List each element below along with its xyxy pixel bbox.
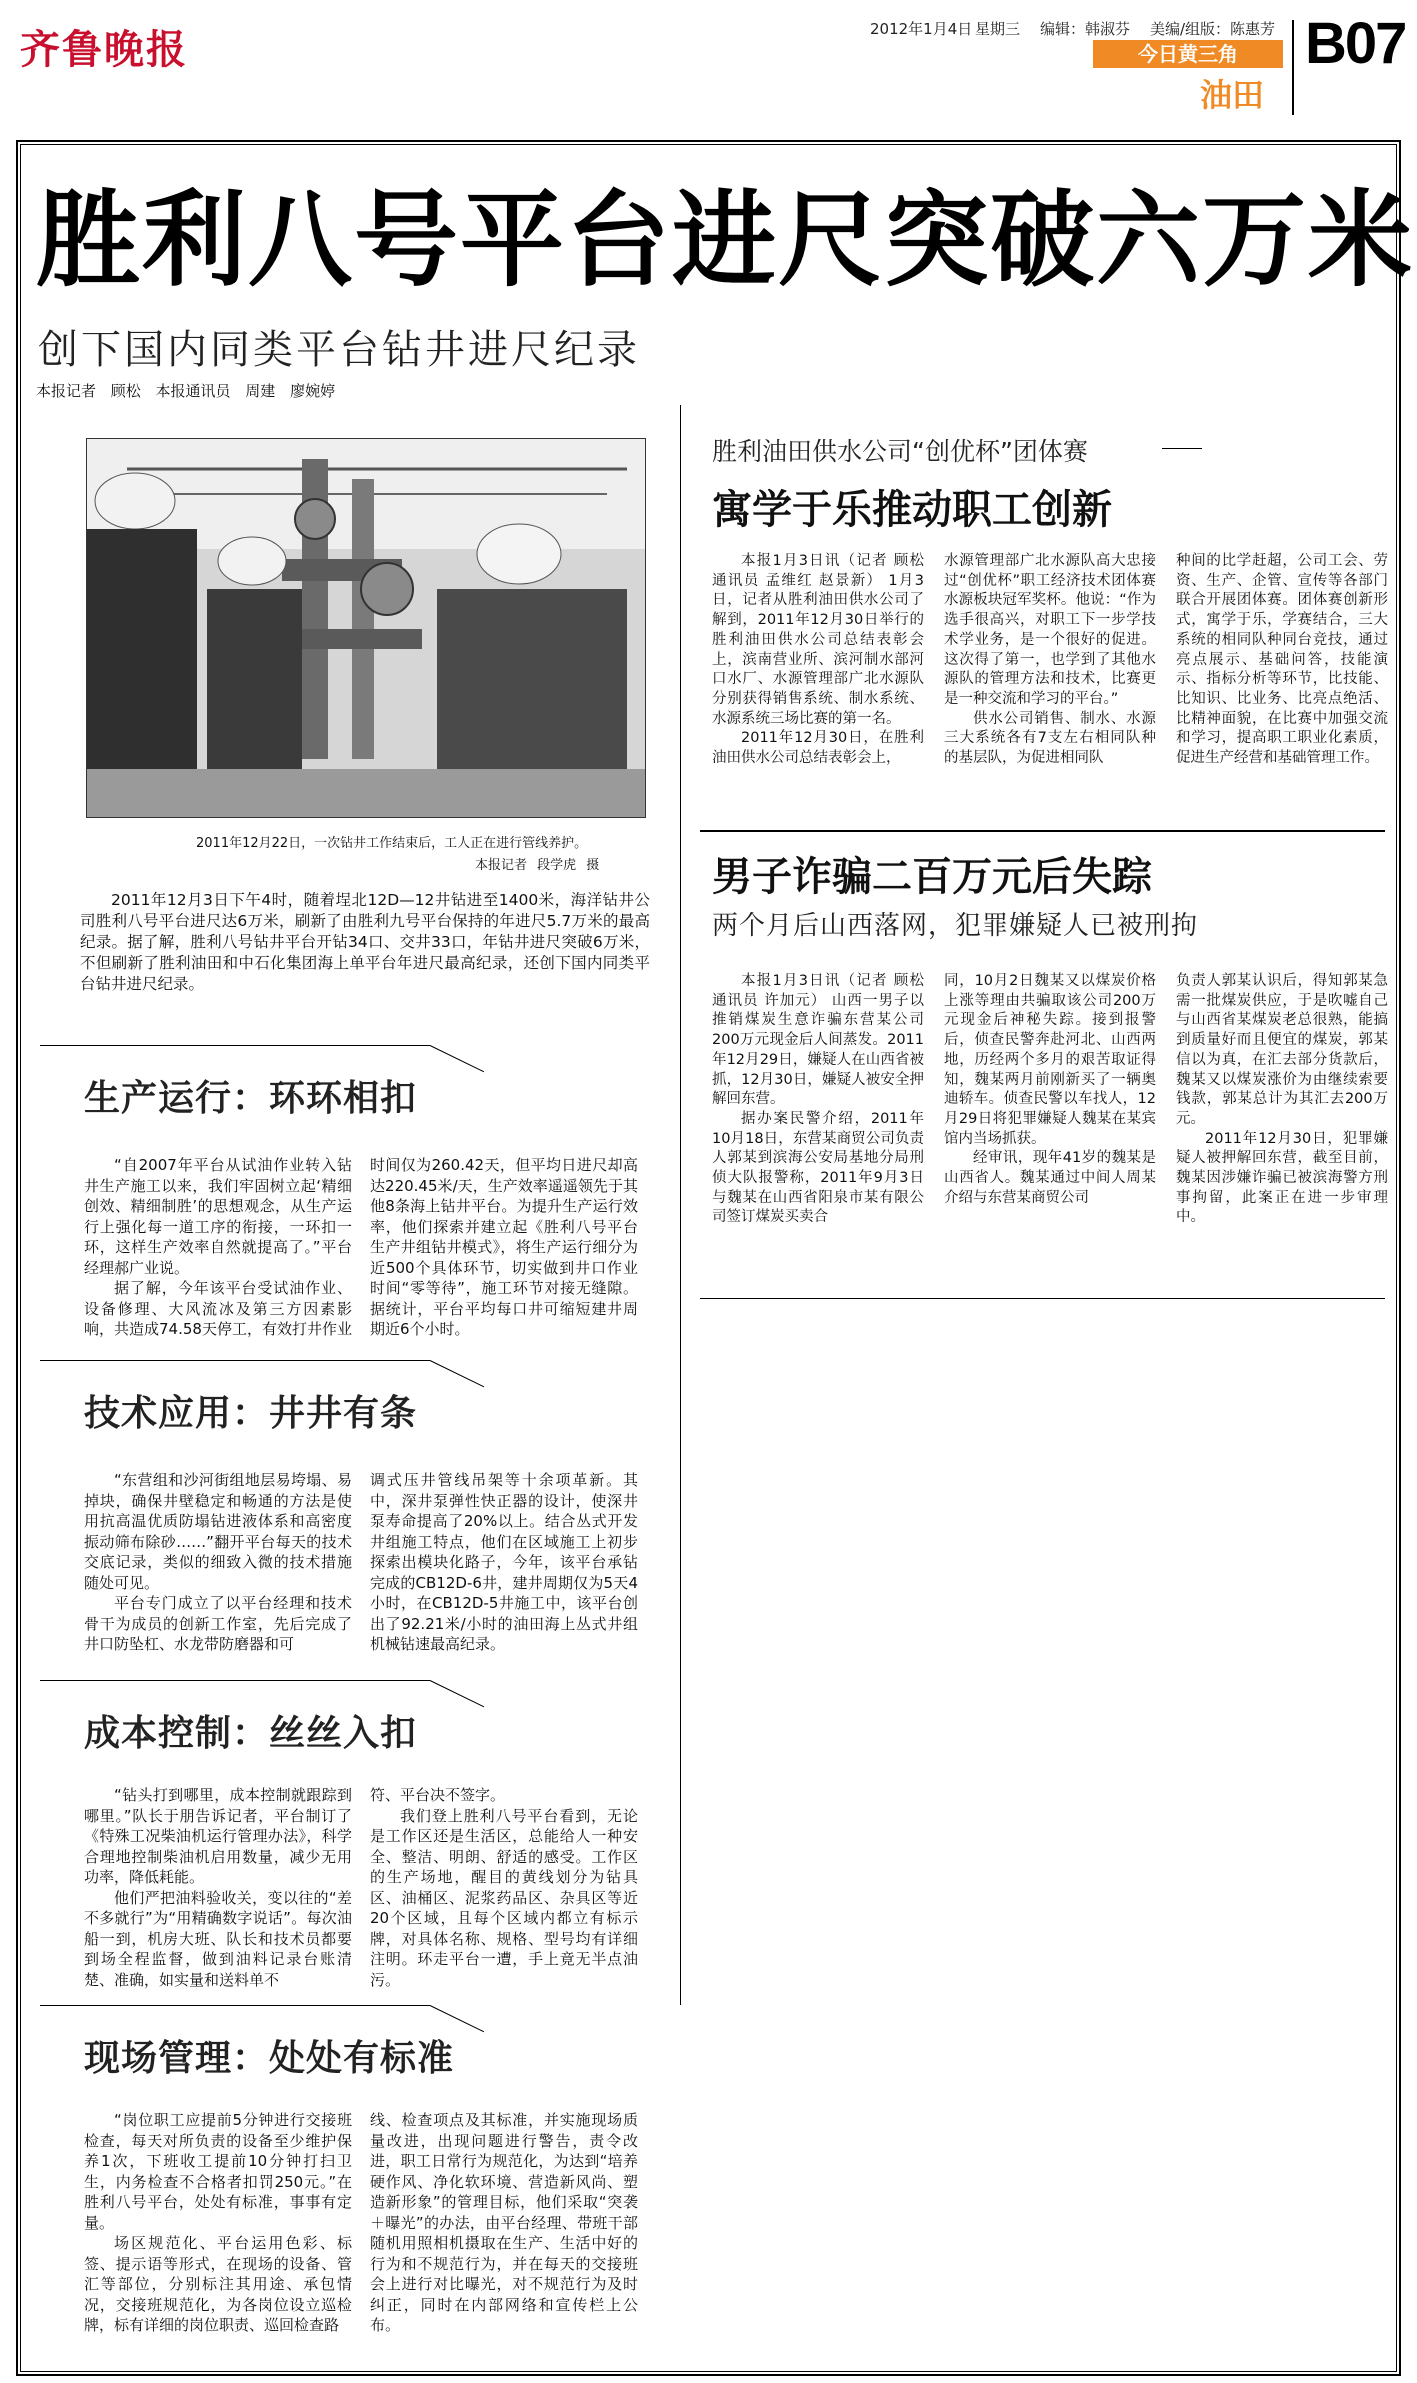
- paragraph: 据了解，今年该平台受试油作业、设备修理、大风流冰及第三方因素影响，共造成74.58天停工，有效打井作业: [84, 1279, 352, 1338]
- news-photo: [86, 438, 646, 818]
- paragraph: 种间的比学赶超，公司工会、劳资、生产、企管、宣传等各部门联合开展团体赛。团体赛创新形式，寓学于乐，学赛结合，三大系统的相同队种同台竞技，通过亮点展示、基础问答，技能演示、指标分析等环节，比技能、比知识、比业务、比亮点绝活、比精神面貌，在比赛中加强交流和学习，提高职工职业化素质，促进生产经营和基础管理工作。: [1176, 553, 1388, 767]
- designer-credit: 美编/组版：陈惠芳: [1150, 20, 1276, 38]
- section-production-col1: [84, 1155, 352, 1340]
- photo-credit: 本报记者 段学虎 摄: [475, 858, 600, 873]
- paragraph: 时间仅为260.42天，但平均日进尺却高达220.45米/天，生产效率遥遥领先于其他8条海上钻井平台。为提升生产运行效率，他们探索并建立起《胜利八号平台生产井组钻井模式》，将生产运行细分为近500个具体环节，切实做到井口作业时间“零等待”，施工环节对接无缝隙。据统计，平台平均每口井可缩短建井周期近6个小时。: [370, 1156, 638, 1338]
- section-rule: [40, 1045, 430, 1046]
- story2-col3: [1176, 552, 1388, 769]
- paragraph: 负责人郭某认识后，得知郭某急需一批煤炭供应，于是吹嘘自己与山西省某煤炭老总很熟，能搞到质量好而且便宜的煤炭，郭某信以为真，在汇去部分货款后，魏某又以煤炭涨价为由继续索要钱款，郭某总计为其汇去200万元。: [1176, 973, 1388, 1127]
- section-title-cost: 成本控制：丝丝入扣: [84, 1713, 418, 1754]
- story-bottom-rule: [700, 1298, 1385, 1299]
- section-cost-col2: [370, 1785, 638, 1990]
- main-byline: 本报记者 顾松 本报通讯员 周建 廖婉婷: [36, 382, 336, 400]
- story-separator: [700, 830, 1385, 832]
- page-number: B07: [1305, 11, 1406, 76]
- paragraph: “东营组和沙河街组地层易垮塌、易掉块，确保井壁稳定和畅通的方法是使用抗高温优质防塌钻进液体系和高密度振动筛布除砂……”翻开平台每天的技术交底记录，类似的细致入微的技术措施随处可见。: [84, 1471, 352, 1592]
- issue-date: 2012年1月4日: [870, 20, 973, 38]
- story2-col2: [944, 552, 1156, 769]
- paragraph: 同，10月2日魏某又以煤炭价格上涨等理由共骗取该公司200万元现金后神秘失踪。接到报警后，侦查民警奔赴河北、山西两地，历经两个多月的艰苦取证得知，魏某两月前刚新买了一辆奥迪轿车。侦查民警以车找人，12月29日将犯罪嫌疑人魏某在某宾馆内当场抓获。: [944, 973, 1156, 1147]
- paragraph: 本报1月3日讯（记者 顾松 通讯员 许加元） 山西一男子以推销煤炭生意诈骗东营某公司200万元现金后人间蒸发。2011年12月29日，嫌疑人在山西省被抓，12月30日，嫌疑人被安全押解回东营。: [712, 973, 924, 1108]
- masthead-divider: [1292, 20, 1294, 115]
- story3-col1: [712, 972, 924, 1228]
- editor-credit: 编辑：韩淑芬: [1040, 20, 1131, 38]
- column-divider: [680, 405, 681, 2005]
- main-lead-paragraph: 2011年12月3日下午4时，随着埕北12D—12井钻进至1400米，海洋钻井公司胜利八号平台进尺达6万米，刷新了由胜利九号平台保持的年进尺5.7万米的最高纪录。据了解，胜利八号钻井平台开钻34口、交井33口，年钻井进尺突破6万米，不但刷新了胜利油田和中石化集团海上单平台年进尺最高纪录，还创下国内同类平台钻井进尺纪录。: [80, 891, 650, 993]
- main-headline: 胜利八号平台进尺突破六万米: [36, 179, 1415, 301]
- pillar-label: 今日黄三角: [1093, 40, 1283, 68]
- story3-subheadline: 两个月后山西落网，犯罪嫌疑人已被刑拘: [712, 911, 1199, 941]
- paragraph: 2011年12月30日，在胜利油田供水公司总结表彰会上，: [712, 730, 924, 767]
- section-rule: [40, 2005, 430, 2006]
- section-management-col1: [84, 2110, 352, 2336]
- story3-col2: [944, 972, 1156, 1208]
- paragraph: 经审讯，现年41岁的魏某是山西省人。魏某通过中间人周某介绍与东营某商贸公司: [944, 1150, 1156, 1206]
- paragraph: 他们严把油料验收关，变以往的“差不多就行”为“用精确数字说话”。每次油船一到，机房大班、队长和技术员都要到场全程监督，做到油料记录台账清楚、准确，如实量和送料单不: [84, 1888, 352, 1989]
- paragraph: 2011年12月30日，犯罪嫌疑人被押解回东营，截至目前，魏某因涉嫌诈骗已被滨海警方刑事拘留，此案正在进一步审理中。: [1176, 1130, 1388, 1226]
- section-title-production: 生产运行：环环相扣: [84, 1078, 418, 1119]
- section-label: 油田: [1200, 76, 1265, 114]
- paragraph: 本报1月3日讯（记者 顾松 通讯员 孟维红 赵景新） 1月3日，记者从胜利油田供水公司了解到，2011年12月30日举行的胜利油田供水公司总结表彰会上，滨南营业所、滨河制水部河口水厂、水源管理部广北水源队分别获得销售系统、制水系统、水源系统三场比赛的第一名。: [712, 553, 924, 727]
- issue-weekday: 星期三: [975, 20, 1021, 38]
- workers-photo-illustration: [87, 439, 646, 818]
- section-title-technology: 技术应用：井井有条: [84, 1393, 418, 1434]
- paragraph: “岗位职工应提前5分钟进行交接班检查，每天对所负责的设备至少维护保养1次，下班收工提前10分钟打扫卫生，内务检查不合格者扣罚250元。”在胜利八号平台，处处有标准，事事有定量。: [84, 2111, 352, 2232]
- paragraph: 我们登上胜利八号平台看到，无论是工作区还是生活区，总能给人一种安全、整洁、明朗、舒适的感受。工作区的生产场地，醒目的黄线划分为钻具区、油桶区、泥浆药品区、杂具区等近20个区域，且每个区域内都立有标示牌，对具体名称、规格、型号均有详细注明。环走平台一遭，手上竟无半点油污。: [370, 1806, 638, 1989]
- story3-headline: 男子诈骗二百万元后失踪: [712, 854, 1152, 900]
- section-production-col2: [370, 1155, 638, 1340]
- section-rule: [40, 1680, 430, 1681]
- paragraph: 供水公司销售、制水、水源三大系统各有7支左右相同队种的基层队，为促进相同队: [944, 710, 1156, 767]
- paragraph: 符、平台决不签字。: [370, 1786, 506, 1804]
- paper-logo: 齐鲁晚报: [20, 26, 188, 73]
- paragraph: 线、检查项点及其标准，并实施现场质量改进，出现问题进行警告，责令改进，职工日常行为规范化，为达到“培养硬作风、净化软环境、营造新风尚、塑造新形象”的管理目标，他们采取“突袭＋曝光”的办法，由平台经理、带班干部随机用照相机摄取在生产、生活中好的行为和不规范行为，并在每天的交接班会上进行对比曝光，对不规范行为及时纠正，同时在内部网络和宣传栏上公布。: [370, 2111, 638, 2334]
- section-technology-col2: [370, 1470, 638, 1655]
- story2-headline: 寓学于乐推动职工创新: [712, 487, 1112, 533]
- paragraph: 平台专门成立了以平台经理和技术骨干为成员的创新工作室，先后完成了井口防坠杠、水龙带防磨器和可: [84, 1594, 352, 1653]
- paragraph: “钻头打到哪里，成本控制就跟踪到哪里。”队长于朋告诉记者，平台制订了《特殊工况柴油机运行管理办法》，科学合理地控制柴油机启用数量，减少无用功率，降低耗能。: [84, 1786, 352, 1886]
- paragraph: “自2007年平台从试油作业转入钻井生产施工以来，我们牢固树立起‘精细创效、精细制胜’的思想观念，从生产运行上强化每一道工序的衔接，一环扣一环，这样生产效率自然就提高了。”平台经理郝广业说。: [84, 1156, 352, 1277]
- story2-kicker: 胜利油田供水公司“创优杯”团体赛: [712, 437, 1088, 466]
- photo-caption: 2011年12月22日，一次钻井工作结束后，工人正在进行管线养护。: [196, 836, 588, 851]
- story2-col1: [712, 552, 924, 769]
- story3-col3: [1176, 972, 1388, 1228]
- section-management-col2: [370, 2110, 638, 2336]
- masthead: [0, 0, 1417, 130]
- section-technology-col1: [84, 1470, 352, 1655]
- main-subheadline: 创下国内同类平台钻井进尺纪录: [38, 327, 640, 373]
- paragraph: 据办案民警介绍，2011年10月18日，东营某商贸公司负责人郭某到滨海公安局基地分局刑侦大队报警称，2011年9月3日与魏某在山西省阳泉市某有限公司签订煤炭买卖合: [712, 1110, 924, 1226]
- paragraph: 场区规范化、平台运用色彩、标签、提示语等形式，在现场的设备、管汇等部位，分别标注其用途、承包情况，交接班规范化，为各岗位设立巡检牌，标有详细的岗位职责、巡回检查路: [84, 2234, 352, 2334]
- section-cost-col1: [84, 1785, 352, 1990]
- paragraph: 水源管理部广北水源队高大忠接过“创优杯”职工经济技术团体赛水源板块冠军奖杯。他说：“作为选手很高兴，对职工下一步学技术学业务，是一个很好的促进。这次得了第一，也学到了其他水源队的管理方法和技术，比赛更是一种交流和学习的平台。”: [944, 553, 1156, 707]
- kicker-dash: [1162, 448, 1202, 449]
- section-title-management: 现场管理：处处有标准: [84, 2038, 455, 2079]
- paragraph: 调式压井管线吊架等十余项革新。其中，深井泵弹性快正器的设计，使深井泵寿命提高了20%以上。结合丛式开发井组施工特点，他们在区域施工上初步探索出模块化路子，今年，该平台承钻完成的CB12D-6井，建井周期仅为5天4小时，在CB12D-5井施工中，该平台创出了92.21米/小时的油田海上丛式井组机械钻速最高纪录。: [370, 1471, 638, 1653]
- section-rule: [40, 1360, 430, 1361]
